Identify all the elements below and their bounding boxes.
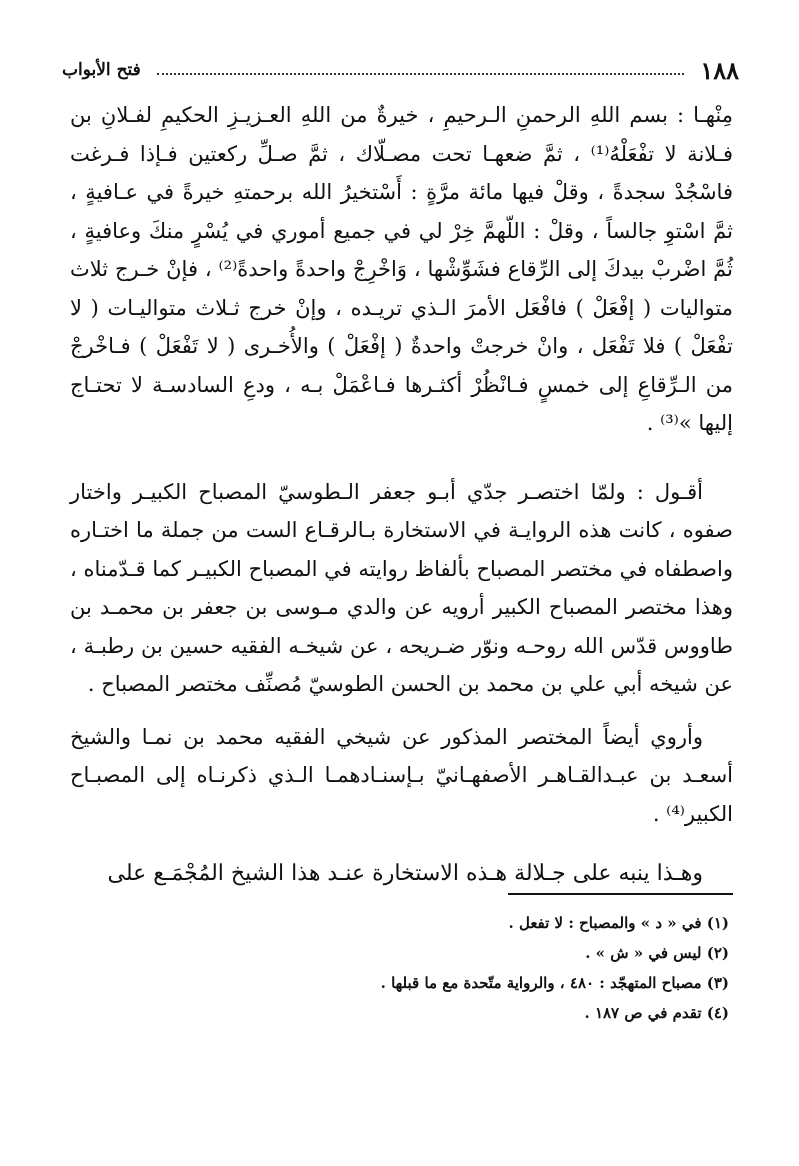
running-title: فتح الأبواب: [62, 60, 141, 80]
page-header: [62, 50, 739, 90]
page-number: ١٨٨: [700, 55, 739, 85]
footnote-1: (١) في « د » والمصباح : لا تفعل .: [508, 914, 729, 932]
paragraph-4: وهـذا ينبه على جـلالة هـذه الاستخارة عنـد هذا الشيخ المُجْمَـع على: [107, 861, 703, 886]
header-dotted-leader: [157, 65, 685, 75]
paragraph-1: مِنْهـا : بسم اللهِ الرحمنِ الـرحيمِ ، خيرةٌ من اللهِ العـزيـزِ الحكيمِ لفـلانِ بن فـلانة لا تفْعَلْهُ⁽¹⁾ ، ثمَّ ضعهـا تحت مصـلّاك ، ثمَّ صـلِّ ركعتين فـإذا فـرغت فاسْجُدْ سجدةً ، وقلْ فيها مائة مرَّةٍ : أَسْتخيرُ الله برحمتهِ خيرةً في عـافيةٍ ، ثمَّ اسْتوِ جالساً ، وقلْ : اللّهمَّ خِرْ لي في جميع أموري في يُسْرٍ منكَ وعافيةٍ ، ثُمَّ اضْربْ بيدكَ إلى الرِّقاع فشَوِّشْها ، وَاخْرِجْ واحدةً واحدةً⁽²⁾ ، فإنْ خـرج ثلاث متواليات ( إفْعَلْ ) فافْعَل الأمرَ الـذي تريـده ، وإنْ خرج ثـلاث متواليـات ( لا تفْعَلْ ) فلا تَفْعَل ، وانْ خرجتْ واحدةٌ ( إفْعَلْ ) والأُخـرى ( لا تَفْعَلْ ) فـاخْرجْ من الـرِّقاعِ إلى خمسٍ فـانْظُرْ أكثـرها فـاعْمَلْ بـه ، ودعِ السادسـة لا تحتـاج إليها »⁽³⁾ .: [70, 103, 734, 435]
footnotes: [70, 908, 729, 1028]
footnote-2: (٢) ليس في « ش » .: [585, 944, 729, 962]
main-text: [70, 96, 733, 894]
paragraph-2: أقـول : ولمّا اختصـر جدّي أبـو جعفر الـطوسيّ المصباح الكبيـر واختار صفوه ، كانت هذه الروايـة في الاستخارة بـالرقـاع الست من جملة ما اختـاره واصطفاه في مختصر المصباح بألفاظ روايته في المصباح الكبيـر كما قـدّمناه ، وهذا مختصر المصباح الكبير أرويه عن والدي مـوسى بن جعفر بن محمـد بن طاووس قدّس الله روحـه ونوّر ضـريحه ، عن شيخـه الفقيه حسين بن رطبـة ، عن شيخه أبي علي بن محمد بن الحسن الطوسيّ مُصنِّف مختصر المصباح .: [70, 479, 733, 696]
footnote-3: (٣) مصباح المتهجّد : ٤٨٠ ، والرواية متّحدة مع ما قبلها .: [380, 974, 729, 992]
footnote-4: (٤) تقدم في ص ١٨٧ .: [584, 1004, 729, 1022]
paragraph-3: وأروي أيضاً المختصر المذكور عن شيخي الفقيه محمد بن نمـا والشيخ أسعـد بن عبـدالقـاهـر الأصفهـانيّ بـإسنـادهمـا الـذي ذكرنـاه إلى المصبـاح الكبير⁽⁴⁾ .: [70, 724, 733, 826]
footnote-separator: [508, 893, 733, 895]
